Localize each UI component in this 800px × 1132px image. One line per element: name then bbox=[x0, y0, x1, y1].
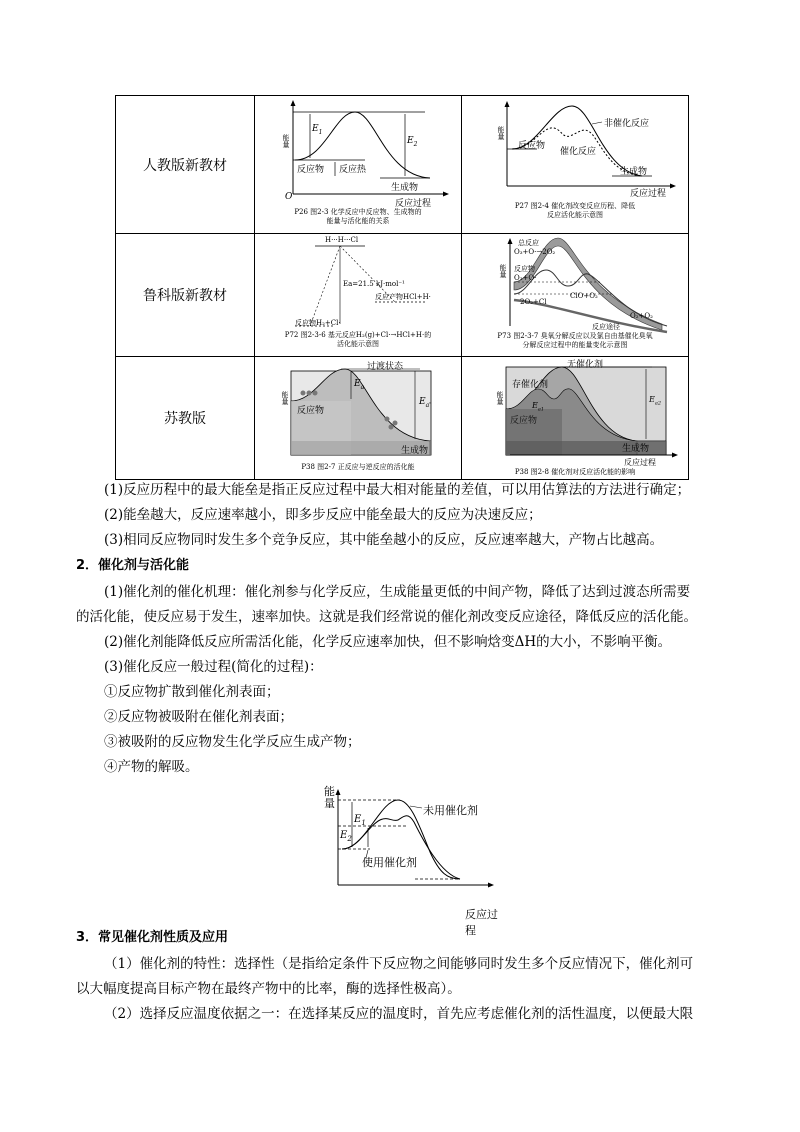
e1-label: $E_1$ bbox=[312, 124, 323, 136]
note-1: (1)反应历程中的最大能垒是指正反应过程中最大相对能量的差值，可以用估算法的方法进行确定； bbox=[104, 482, 691, 498]
y-axis-label: 能量 bbox=[499, 264, 507, 278]
transition-state-label: 过渡状态 bbox=[367, 362, 404, 372]
list-item: ①反应物扩散到催化剂表面； bbox=[104, 684, 280, 700]
figure-cell bbox=[462, 96, 689, 234]
ozone-label-a: 总反应 bbox=[518, 239, 539, 247]
reactant-label: 反应物 bbox=[297, 165, 325, 175]
product-label: 生成物 bbox=[620, 167, 648, 177]
y-axis-label: 能量 bbox=[282, 134, 290, 148]
ozone-label-e: 2O₂+Cl bbox=[520, 298, 547, 306]
paragraph: （2）选择反应温度依据之一：在选择某反应的温度时，首先应考虑催化剂的活性温度，以便最大限 bbox=[104, 1006, 694, 1022]
paragraph: (2)催化剂能降低反应所需活化能，化学反应速率加快，但不影响焓变ΔH的大小，不影响平衡。 bbox=[104, 634, 672, 650]
ea-reverse-label: $E_{a'}$ bbox=[419, 397, 431, 409]
catalyzed-label: 催化反应 bbox=[560, 147, 597, 157]
paragraph: 以大幅度提高目标产物在最终产物中的比率，酶的选择性极高）。 bbox=[76, 981, 461, 997]
ozone-label-h: O₂+O₂ bbox=[630, 312, 653, 320]
ea-label: $E_a$ bbox=[354, 379, 365, 391]
energy-diagram-svg bbox=[255, 357, 461, 479]
table-row bbox=[116, 357, 689, 480]
x-axis-label: 反应过程 bbox=[630, 189, 667, 199]
catalyst-energy-diagram bbox=[310, 782, 500, 937]
reactant-label: 反应物H₂+Cl· bbox=[295, 319, 341, 327]
x-axis-label: 反应过程 bbox=[395, 199, 432, 209]
ea1-label: $E_{a1}$ bbox=[532, 401, 545, 413]
origin-label: O bbox=[285, 192, 293, 202]
energy-diagram-reaction-heat bbox=[255, 96, 461, 233]
energy-diagram-catalysis bbox=[462, 96, 688, 233]
textbook-comparison-table bbox=[115, 95, 689, 480]
ea2-label: $E_{a2}$ bbox=[649, 395, 662, 407]
paragraph: (3)催化反应一般过程(简化的过程)： bbox=[104, 659, 323, 675]
no-catalyst-label: 未用催化剂 bbox=[423, 804, 478, 817]
energy-diagram-forward-reverse bbox=[255, 357, 461, 479]
edition-label: 人教版新教材 bbox=[116, 96, 255, 234]
e1-label: $E_1$ bbox=[354, 814, 366, 827]
transition-label: H···H···Cl bbox=[325, 236, 359, 244]
energy-diagram-elementary-reaction bbox=[255, 234, 461, 356]
figure-cell bbox=[462, 357, 689, 480]
table-row bbox=[116, 234, 689, 357]
note-3: (3)相同反应物同时发生多个竞争反应，其中能垒越小的反应，反应速率越大，产物占比越高。 bbox=[104, 532, 664, 548]
ozone-label-d: O₃+O· bbox=[514, 274, 537, 282]
figure-cell bbox=[255, 357, 462, 480]
figure-caption: P38 图2-7 正反应与逆反应的活化能 bbox=[301, 463, 415, 471]
reactant-label: 反应物 bbox=[297, 406, 325, 416]
y-axis-label: 能量 bbox=[496, 391, 504, 405]
list-item: ④产物的解吸。 bbox=[104, 759, 199, 775]
heat-label: 反应热 bbox=[339, 165, 367, 175]
ea-label: Ea=21.5 kJ·mol⁻¹ bbox=[343, 280, 405, 288]
paragraph: (1)催化剂的催化机理：催化剂参与化学反应，生成能量更低的中间产物，降低了达到过渡态所需要 bbox=[104, 584, 691, 600]
figure-caption: P27 图2-4 催化剂改变反应历程、降低 反应活化能示意图 bbox=[514, 202, 636, 219]
e2-label: $E_2$ bbox=[407, 136, 418, 148]
paragraph: 的活化能，使反应易于发生，速率加快。这就是我们经常说的催化剂改变反应途径，降低反应的活化能。 bbox=[76, 609, 697, 625]
y-axis-label: 能 量 bbox=[324, 785, 335, 810]
product-label: 生成物 bbox=[401, 446, 429, 456]
list-item: ②反应物被吸附在催化剂表面； bbox=[104, 709, 293, 725]
energy-diagram-ozone bbox=[462, 234, 688, 356]
figure-caption: P26 图2-3 化学反应中反应物、生成物的 能量与活化能的关系 bbox=[294, 208, 422, 225]
x-axis-label: 反应过程 bbox=[465, 908, 498, 937]
note-2: (2)能垒越大，反应速率越小，即多步反应中能垒最大的反应为决速反应； bbox=[104, 507, 542, 523]
section-heading: 3．常见催化剂性质及应用 bbox=[76, 930, 229, 945]
reactant-label: 反应物 bbox=[510, 416, 538, 426]
with-catalyst-label: 存催化剂 bbox=[512, 380, 549, 390]
figure-caption: P73 图2-3-7 臭氧分解反应以及氯自由基催化臭氧 分解反应过程中的能量变化示意图 bbox=[497, 332, 653, 349]
table-row bbox=[116, 96, 689, 234]
ozone-label-b: O₃+O·→2O₂ bbox=[514, 248, 556, 256]
edition-label: 鲁科版新教材 bbox=[116, 234, 255, 357]
product-label: 反应产物HCl+H· bbox=[375, 293, 431, 301]
figure-cell bbox=[462, 234, 689, 357]
e2-label: $E_2$ bbox=[340, 830, 352, 843]
ozone-label-c: 反应物 bbox=[514, 265, 535, 273]
product-label: 生成物 bbox=[622, 444, 650, 454]
paragraph: （1）催化剂的特性：选择性（是指给定条件下反应物之间能够同时发生多个反应情况下，催化剂可 bbox=[104, 956, 694, 972]
product-label: 生成物 bbox=[391, 183, 419, 193]
edition-label: 苏教版 bbox=[116, 357, 255, 480]
y-axis-label: 能量 bbox=[281, 391, 289, 405]
no-catalyst-label: 无催化剂 bbox=[567, 360, 604, 370]
figure-cell bbox=[255, 96, 462, 234]
y-axis-label: 能量 bbox=[497, 126, 505, 140]
energy-diagram-catalyst-effect bbox=[462, 357, 688, 479]
figure-caption: P38 图2-8 催化剂对反应活化能的影响 bbox=[514, 468, 636, 476]
list-item: ③被吸附的反应物发生化学反应生成产物； bbox=[104, 734, 361, 750]
figure-cell bbox=[255, 234, 462, 357]
non-catalyzed-label: 非催化反应 bbox=[604, 119, 650, 129]
x-axis-label: 反应过程 bbox=[624, 458, 656, 467]
with-catalyst-label: 使用催化剂 bbox=[362, 856, 417, 869]
ozone-label-f: ClO+O₂ bbox=[570, 292, 598, 300]
ozone-label-g: 反应途径 bbox=[592, 323, 620, 331]
reactant-label: 反应物 bbox=[518, 141, 546, 151]
figure-caption: P72 图2-3-6 基元反应H₂(g)+Cl·→HCl+H·的 活化能示意图 bbox=[284, 331, 432, 348]
section-heading: 2．催化剂与活化能 bbox=[76, 558, 190, 573]
